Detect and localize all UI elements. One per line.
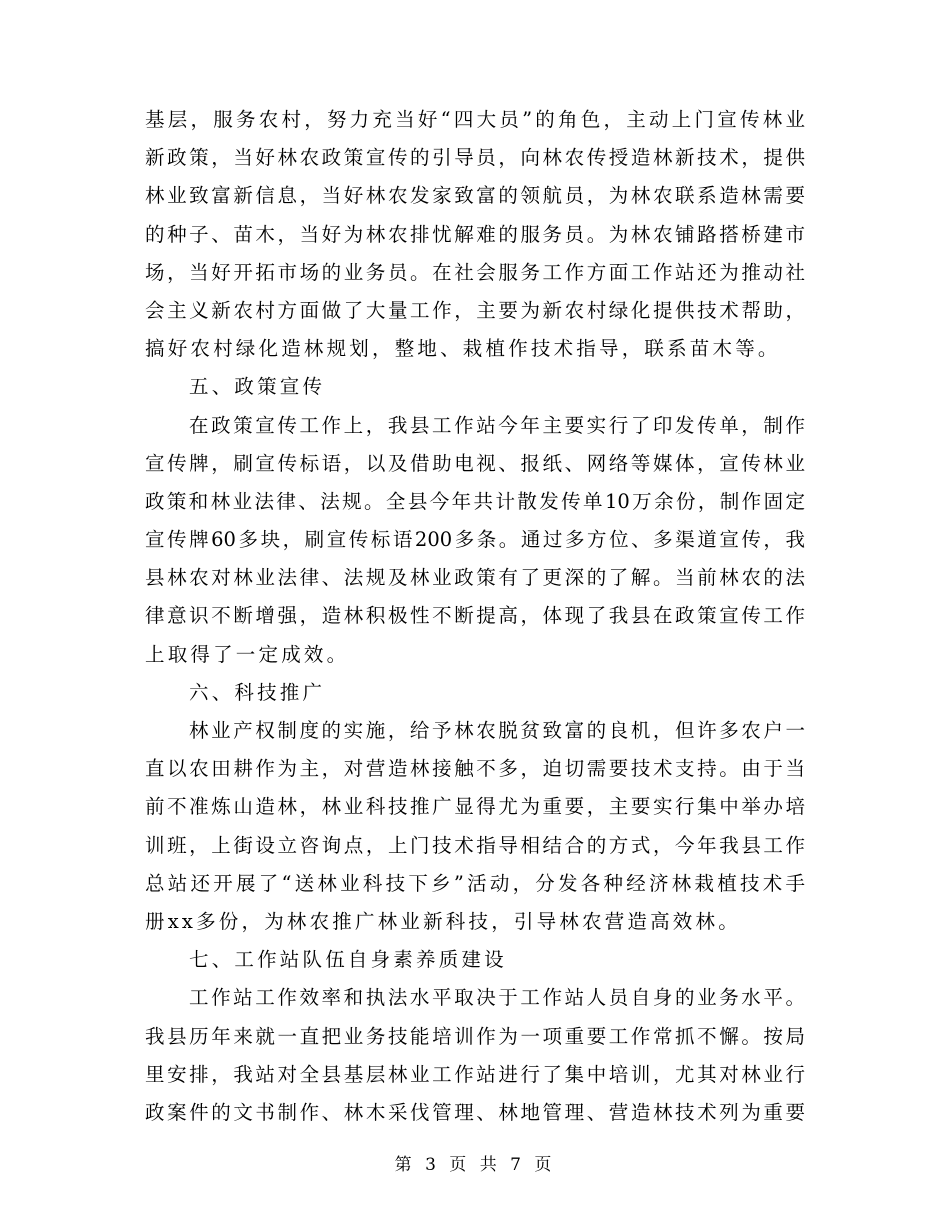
- section-heading: 七、工作站队伍自身素养质建设: [189, 948, 507, 972]
- paragraph-line: 政策和林业法律、法规。全县今年共计散发传单10万余份，制作固定: [145, 489, 805, 513]
- paragraph-line: 宣传牌60多块，刷宣传标语200多条。通过多方位、多渠道宣传，我: [145, 528, 805, 552]
- paragraph-line: 工作站工作效率和执法水平取决于工作站人员自身的业务水平。: [189, 986, 805, 1010]
- paragraph-line: 律意识不断增强，造林积极性不断提高，体现了我县在政策宣传工作: [145, 604, 805, 628]
- paragraph-line: 里安排，我站对全县基层林业工作站进行了集中培训，尤其对林业行: [145, 1062, 805, 1086]
- paragraph-line: 的种子、苗木，当好为林农排忧解难的服务员。为林农铺路搭桥建市: [145, 222, 805, 246]
- paragraph-line: 上取得了一定成效。: [145, 642, 350, 666]
- paragraph-line: 政案件的文书制作、林木采伐管理、林地管理、营造林技术列为重要: [145, 1100, 805, 1124]
- paragraph-line: 训班，上街设立咨询点，上门技术指导相结合的方式，今年我县工作: [145, 833, 805, 857]
- paragraph-line: 新政策，当好林农政策宣传的引导员，向林农传授造林新技术，提供: [145, 146, 805, 170]
- section-heading: 五、政策宣传: [189, 375, 326, 399]
- section-heading: 六、科技推广: [189, 680, 326, 704]
- paragraph-line: 基层，服务农村，努力充当好“四大员”的角色，主动上门宣传林业: [145, 108, 805, 131]
- paragraph-line: 总站还开展了“送林业科技下乡”活动，分发各种经济林栽植技术手: [145, 871, 805, 895]
- paragraph-line: 林业致富新信息，当好林农发家致富的领航员，为林农联系造林需要: [145, 184, 805, 208]
- paragraph-line: 直以农田耕作为主，对营造林接触不多，迫切需要技术支持。由于当: [145, 757, 805, 781]
- paragraph-line: 林业产权制度的实施，给予林农脱贫致富的良机，但许多农户一: [189, 719, 805, 742]
- paragraph-line: 册xx多份，为林农推广林业新科技，引导林农营造高效林。: [145, 909, 741, 933]
- page-number-footer: 第 3 页 共 7 页: [394, 1155, 556, 1175]
- paragraph-line: 在政策宣传工作上，我县工作站今年主要实行了印发传单，制作: [189, 413, 805, 437]
- paragraph-line: 我县历年来就一直把业务技能培训作为一项重要工作常抓不懈。按局: [145, 1024, 805, 1048]
- paragraph-line: 会主义新农村方面做了大量工作，主要为新农村绿化提供技术帮助，: [145, 298, 805, 322]
- paragraph-line: 场，当好开拓市场的业务员。在社会服务工作方面工作站还为推动社: [145, 260, 805, 284]
- paragraph-line: 宣传牌，刷宣传标语，以及借助电视、报纸、网络等媒体，宣传林业: [145, 451, 805, 475]
- paragraph-line: 搞好农村绿化造林规划，整地、栽植作技术指导，联系苗木等。: [145, 337, 781, 361]
- paragraph-line: 县林农对林业法律、法规及林业政策有了更深的了解。当前林农的法: [145, 566, 805, 590]
- document-body: [145, 101, 805, 1132]
- paragraph-line: 前不准炼山造林，林业科技推广显得尤为重要，主要实行集中举办培: [145, 795, 805, 819]
